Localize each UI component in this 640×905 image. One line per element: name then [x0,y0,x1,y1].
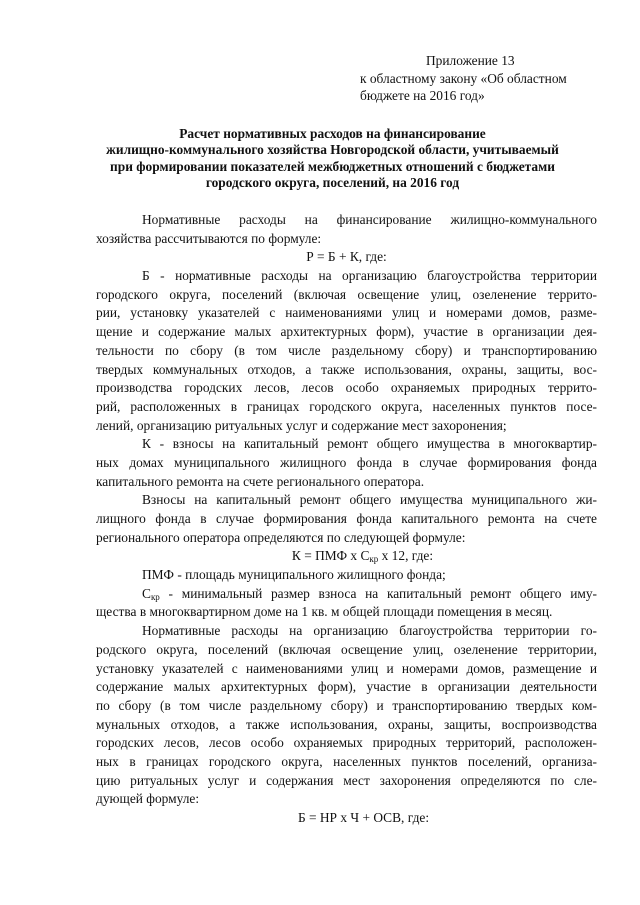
title-line: городского округа, поселений, на 2016 год [205,175,460,191]
title-line: при формировании показателей межбюджетных отношений с бюджетами [110,158,555,174]
appendix-law-ref-cont: бюджете на 2016 год» [360,88,485,103]
text-line: цию ритуальных услуг и содержания мест захоронения определяются по сле- [96,772,597,788]
symbol-subscript: кр [150,591,160,602]
text-line: щества в многоквартирном доме на 1 кв. м общей площади помещения в месяц. [96,604,553,620]
text-line: Нормативные расходы на финансирование жилищно-коммунального [142,212,597,227]
document-body [96,211,597,828]
text-line: рий, расположенных в границах городского округа, населенных пунктов посе- [96,398,597,414]
text-line: регионального оператора определяются по следующей формуле: [96,529,466,545]
text-line: дующей формуле: [96,791,200,807]
formula-part: К = ПМФ х С [291,548,370,564]
text-line: щение и содержание малых архитектурных форм), участие в организации дея- [96,324,597,340]
text-line: ных в границах городского округа, населенных пунктов поселений, организа- [96,753,597,769]
text-line: мунальных отходов, а также использования, охраны, защиты, воспроизводства [96,716,597,732]
title-line: Расчет нормативных расходов на финансирование [179,126,486,141]
text-line: родского округа, поселений (включая освещение улиц, озеленение территории, [96,641,597,657]
text-line [96,585,597,604]
paragraph-pmf-definition [96,566,597,585]
text-line: Взносы на капитальный ремонт общего имущества муниципального жи- [142,492,597,508]
text-line: ПМФ - площадь муниципального жилищного фонда; [142,567,446,583]
text-rest: - минимальный размер взноса на капитальный ремонт общего иму- [159,585,597,601]
formula-part: х 12, где: [378,548,434,564]
text-line: содержание малых архитектурных форм), участие в организации деятельности [96,679,597,695]
text-line: городского округа, поселений (включая освещение улиц, озеленение террито- [96,286,597,302]
formula-k [96,547,597,566]
text-line: Б - нормативные расходы на организацию благоустройства территории [142,268,597,284]
paragraph-intro [96,211,597,248]
text-line: лений, организацию ритуальных услуг и содержание мест захоронения; [96,417,507,433]
text-line: по сбору (в том числе раздельному сбору) и транспортированию твердых ком- [96,697,597,713]
paragraph-b-definition [96,267,597,435]
text-line: рии, установку указателей с наименованиями улиц и номерами домов, разме- [96,305,597,321]
paragraph-ckr-definition [96,585,597,622]
document-title [70,126,595,192]
text-line: К - взносы на капитальный ремонт общего имущества в многоквартир- [142,436,597,452]
formula-b: Б = НР х Ч + ОСВ, где: [297,810,430,825]
text-line: хозяйства рассчитываются по формуле: [96,230,322,246]
text-line: твердых коммунальных отходов, а также использования, охраны, защиты, вос- [96,361,597,377]
paragraph-contributions [96,491,597,547]
text-line: капитального ремонта на счете регионального оператора. [96,473,425,489]
title-line: жилищно-коммунального хозяйства Новгородской области, учитываемый [106,142,559,158]
formula-total: Р = Б + К, где: [306,249,387,265]
text-line: ных домах муниципального жилищного фонда в случае формирования фонда [96,454,597,470]
paragraph-k-definition [96,435,597,491]
text-line: лищного фонда в случае формирования фонда капитального ремонта на счете [96,511,597,526]
symbol-c: С [142,585,151,601]
text-line: производства городских лесов, лесов особо охраняемых природных террито- [96,380,597,396]
appendix-law-ref: к областному закону «Об областном [360,70,567,86]
formula-subscript: кр [369,554,379,565]
text-line: тельности по сбору (в том числе раздельному сбору) и транспортированию [96,342,597,358]
paragraph-b-calculation [96,622,597,809]
appendix-header [360,52,610,105]
text-line: установку указателей с наименованиями улиц и номерами домов, размещение и [96,660,597,676]
appendix-number: Приложение 13 [426,53,515,68]
text-line: Нормативные расходы на организацию благоустройства территории го- [142,623,597,639]
text-line: городских лесов, лесов особо охраняемых природных территорий, расположен- [96,735,597,751]
